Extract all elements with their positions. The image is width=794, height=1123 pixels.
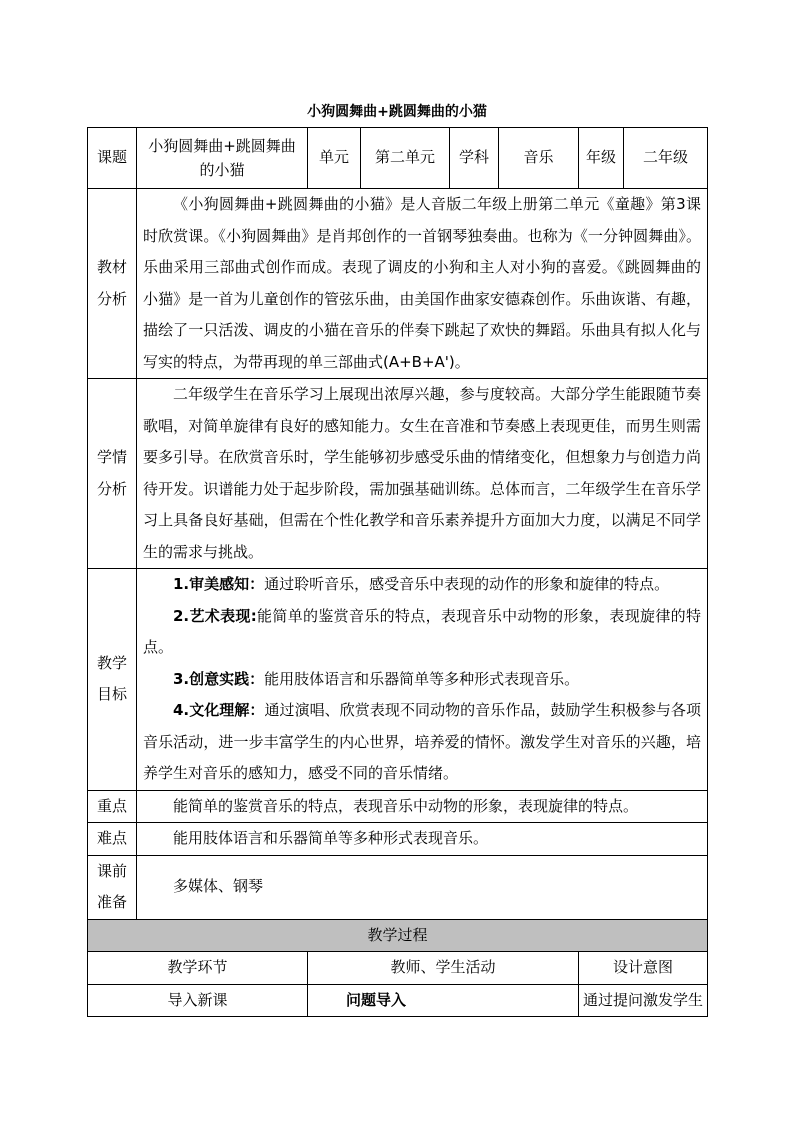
subject-label: 学科 [450,128,499,189]
goal-item: 4.文化理解：通过演唱、欣赏表现不同动物的音乐作品，鼓励学生积极参与各项音乐活动，进一步丰富学生的内心世界，培养爱的情怀。激发学生对音乐的兴趣，培养学生对音乐的感知力，感受不同的音乐情绪。 [143,701,701,782]
row1-activity: 问题导入 [308,984,579,1017]
students-text: 二年级学生在音乐学习上展现出浓厚兴趣，参与度较高。大部分学生能跟随节奏歌唱，对简单旋律有良好的感知能力。女生在音准和节奏感上表现更佳，而男生则需要多引导。在欣赏音乐时，学生能够初步感受乐曲的情绪变化，但想象力与创造力尚待开发。识谱能力处于起步阶段，需加强基础训练。总体而言，二年级学生在音乐学习上具备良好基础，但需在个性化教学和音乐素养提升方面加大力度，以满足不同学生的需求与挑战。 [137,379,708,569]
difficulty-row [88,823,708,856]
key-point-label: 重点 [88,790,137,823]
unit-value: 第二单元 [361,128,450,189]
material-text: 《小狗圆舞曲+跳圆舞曲的小猫》是人音版二年级上册第二单元《童趣》第3课时欣赏课。《小狗圆舞曲》是肖邦创作的一首钢琴独奏曲。也称为《一分钟圆舞曲》。乐曲采用三部曲式创作而成。表现了调皮的小狗和主人对小狗的喜爱。《跳圆舞曲的小猫》是一首为儿童创作的管弦乐曲，由美国作曲家安德森创作。乐曲诙谐、有趣，描绘了一只活泼、调皮的小猫在音乐的伴奏下跳起了欢快的舞蹈。乐曲具有拟人化与写实的特点，为带再现的单三部曲式(A+B+A')。 [137,189,708,379]
col-activity-header: 教师、学生活动 [308,952,579,985]
goals-row [88,569,708,791]
students-row [88,379,708,569]
lesson-plan-table [87,127,708,1017]
unit-label: 单元 [308,128,361,189]
goals-label: 教学 目标 [88,569,137,791]
students-label: 学情 分析 [88,379,137,569]
goal-item: 2.艺术表现:能简单的鉴赏音乐的特点，表现音乐中动物的形象，表现旋律的特点。 [143,606,701,656]
topic-label: 课题 [88,128,137,189]
process-row [88,984,708,1017]
topic-value: 小狗圆舞曲+跳圆舞曲的小猫 [137,128,308,189]
row1-intent: 通过提问激发学生 [579,984,708,1017]
header-row [88,128,708,189]
prep-label: 课前 准备 [88,855,137,919]
grade-value: 二年级 [624,128,708,189]
process-band: 教学过程 [88,919,708,952]
difficulty-text: 能用肢体语言和乐器简单等多种形式表现音乐。 [137,823,708,856]
prep-row [88,855,708,919]
key-point-row [88,790,708,823]
goals-list [137,569,708,791]
difficulty-label: 难点 [88,823,137,856]
prep-text: 多媒体、钢琴 [137,855,708,919]
col-stage-header: 教学环节 [88,952,308,985]
grade-label: 年级 [579,128,624,189]
material-row [88,189,708,379]
subject-value: 音乐 [499,128,579,189]
col-intent-header: 设计意图 [579,952,708,985]
key-point-text: 能简单的鉴赏音乐的特点，表现音乐中动物的形象，表现旋律的特点。 [137,790,708,823]
row1-stage: 导入新课 [88,984,308,1017]
process-header-row [88,952,708,985]
material-label: 教材 分析 [88,189,137,379]
document-title: 小狗圆舞曲+跳圆舞曲的小猫 [307,104,487,120]
goal-item: 1.审美感知：通过聆听音乐，感受音乐中表现的动作的形象和旋律的特点。 [173,575,670,593]
process-band-row [88,919,708,952]
goal-item: 3.创意实践：能用肢体语言和乐器简单等多种形式表现音乐。 [173,669,580,688]
